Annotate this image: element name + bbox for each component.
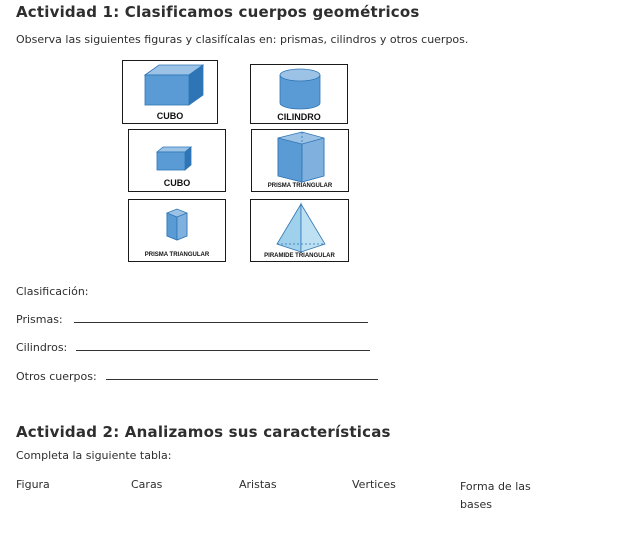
classification-heading: Clasificación: — [16, 285, 89, 298]
figure-card-cube-small — [128, 129, 226, 192]
figure-label: CUBO — [163, 178, 191, 188]
figure-label: CILINDRO — [277, 112, 321, 122]
figure-card-triangular-prism-small — [128, 199, 226, 262]
figure-label: PRISMA TRIANGULAR — [267, 183, 333, 189]
activity-2-title: Actividad 2: Analizamos sus características — [16, 423, 391, 441]
table-header-figure: Figura — [16, 478, 50, 491]
figure-label: PRISMA TRIANGULAR — [144, 252, 210, 258]
figure-label: PIRAMIDE TRIANGULAR — [264, 253, 335, 259]
prisms-answer-line[interactable] — [74, 322, 368, 323]
cylinders-label: Cilindros: — [16, 341, 68, 354]
figure-card-cube-large — [122, 60, 218, 124]
table-header-faces: Caras — [131, 478, 163, 491]
figure-label: CUBO — [156, 111, 184, 121]
table-header-vertices: Vertices — [352, 478, 396, 491]
table-header-edges: Aristas — [239, 478, 277, 491]
activity-1-instruction: Observa las siguientes figuras y clasifícalas en: prismas, cilindros y otros cuerpos. — [16, 33, 469, 46]
activity-1-title: Actividad 1: Clasificamos cuerpos geométricos — [16, 3, 420, 21]
figure-card-triangular-prism — [251, 129, 349, 192]
activity-2-instruction: Completa la siguiente tabla: — [16, 449, 172, 462]
cylinders-answer-line[interactable] — [76, 350, 370, 351]
prisms-label: Prismas: — [16, 313, 63, 326]
others-label: Otros cuerpos: — [16, 370, 97, 383]
figure-card-triangular-pyramid — [250, 199, 349, 262]
table-header-base-shape: Forma de las bases — [460, 480, 531, 511]
others-answer-line[interactable] — [106, 379, 378, 380]
figure-card-cylinder — [250, 64, 348, 124]
